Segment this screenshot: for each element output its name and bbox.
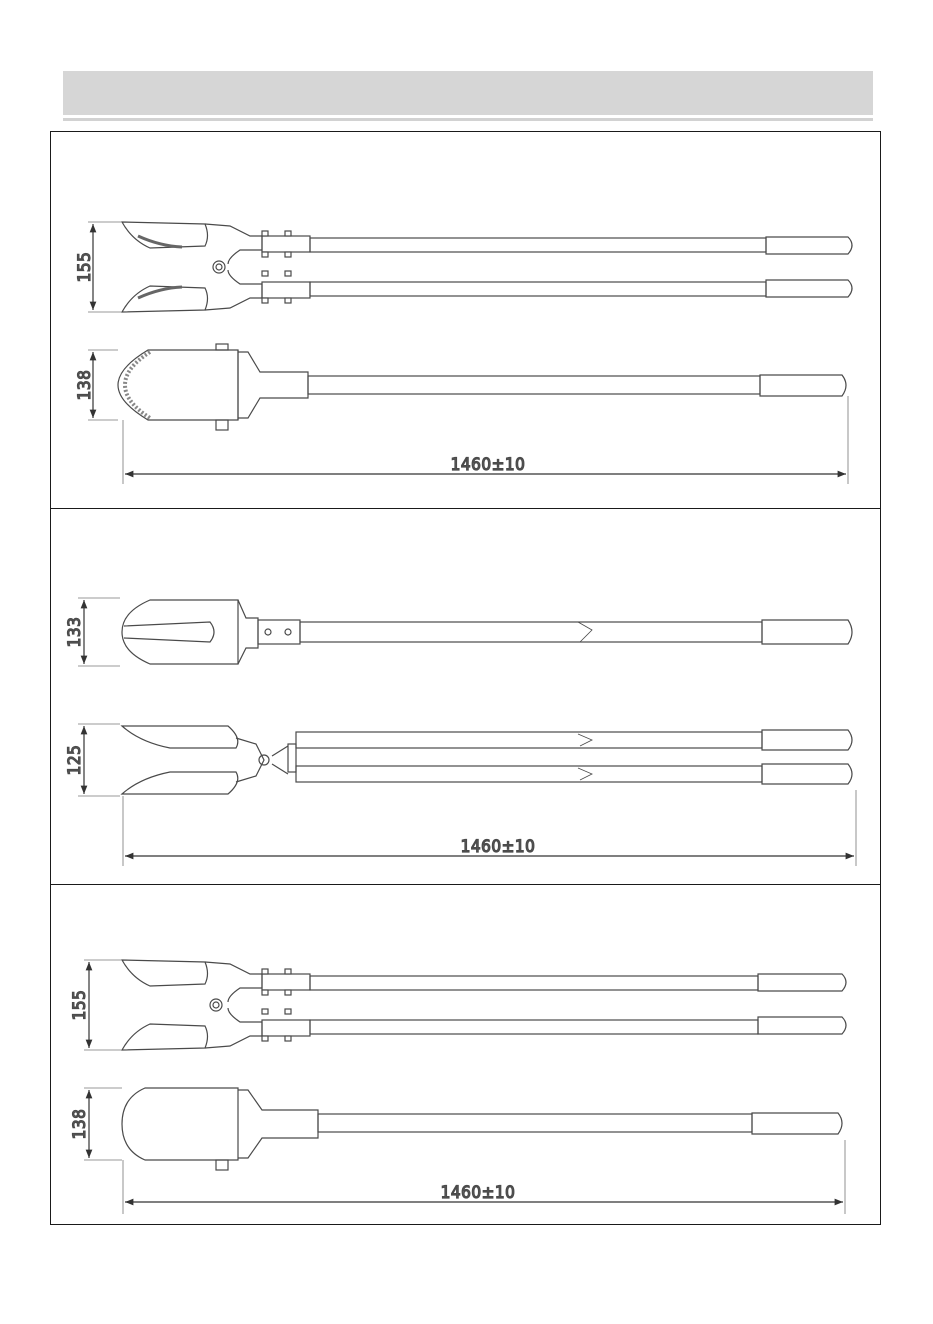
dim-height-155-b: 155 <box>70 989 90 1021</box>
panel-2-top-view <box>78 598 852 666</box>
dim-height-133: 133 <box>65 616 85 648</box>
dim-height-138-b: 138 <box>70 1108 90 1140</box>
dim-length-3: 1460±10 <box>440 1183 516 1203</box>
dim-length-2: 1460±10 <box>460 837 536 857</box>
panel-3-side-view <box>84 960 846 1050</box>
dim-height-138: 138 <box>75 369 95 401</box>
dim-height-155: 155 <box>75 251 95 283</box>
dim-height-125: 125 <box>65 744 85 776</box>
dim-length-1: 1460±10 <box>450 455 526 475</box>
panel-1-side-view <box>88 222 852 312</box>
